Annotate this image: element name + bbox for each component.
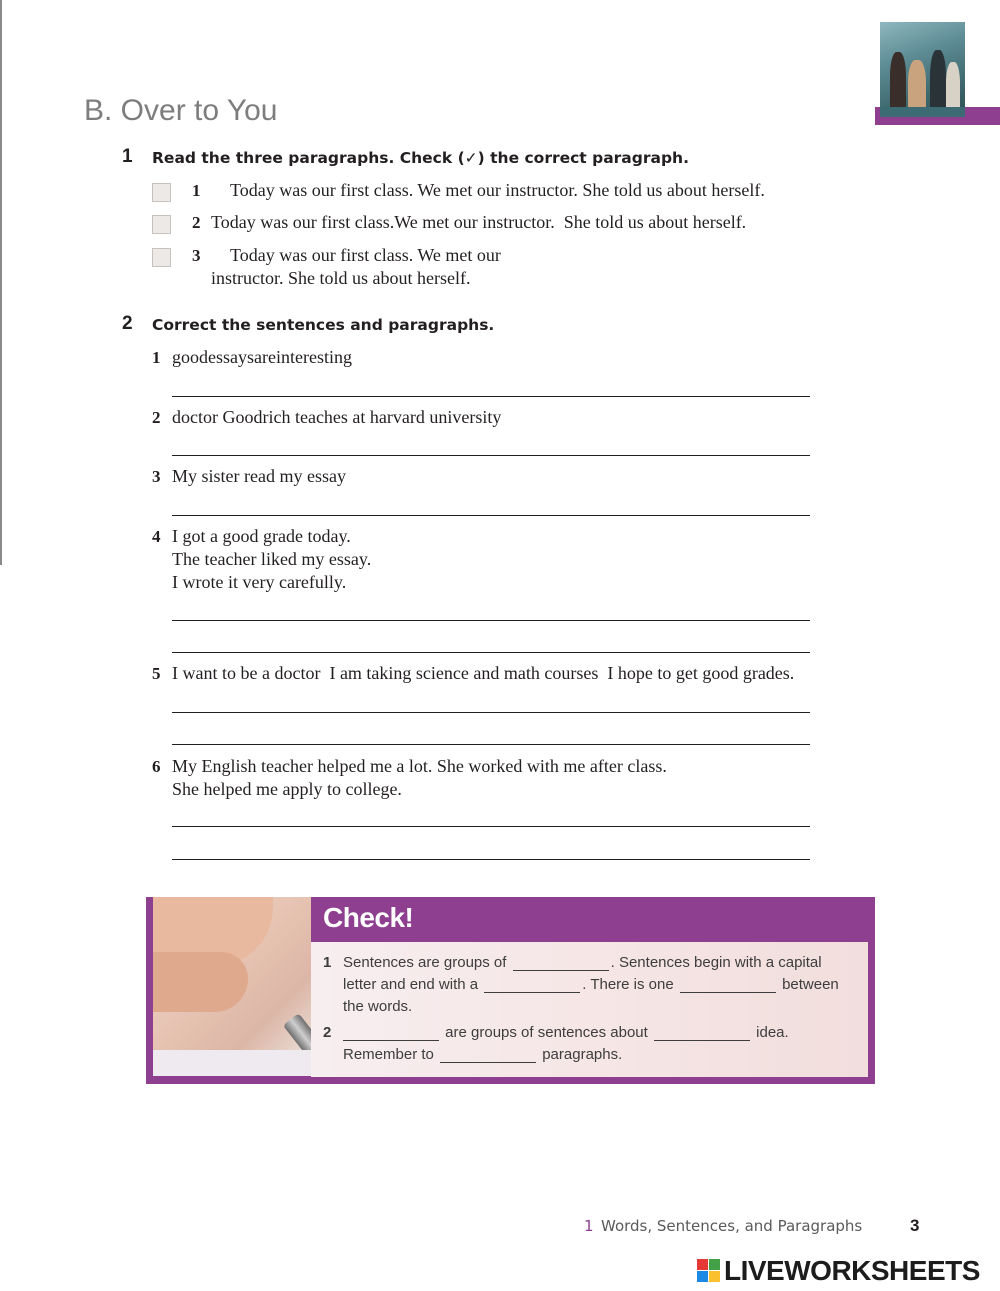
item-1-answer-line[interactable]	[172, 376, 810, 397]
option-2-checkbox[interactable]	[152, 215, 171, 234]
option-1-checkbox[interactable]	[152, 183, 171, 202]
item-text: I wrote it very carefully.	[172, 572, 347, 592]
item-number: 4	[152, 527, 161, 546]
check-item-number: 2	[323, 1024, 332, 1041]
check-2-blank-1[interactable]	[343, 1026, 439, 1041]
check-text: are groups of sentences about	[445, 1024, 648, 1041]
option-text: Today was our first class. We met our instructor. She told us about herself.	[230, 180, 765, 200]
liveworksheets-icon	[697, 1259, 721, 1283]
check-text: paragraphs.	[542, 1046, 623, 1063]
liveworksheets-wordmark: LIVEWORKSHEETS	[724, 1255, 980, 1286]
item-4-answer-line-2[interactable]	[172, 632, 810, 653]
item-number: 2	[152, 408, 161, 427]
option-row	[152, 181, 852, 205]
option-number: 3	[192, 246, 201, 265]
check-1-blank-3[interactable]	[680, 978, 776, 993]
left-margin-rule	[0, 0, 2, 565]
footer-chapter-title: Words, Sentences, and Paragraphs	[601, 1217, 863, 1235]
check-text: letter and end with a	[343, 976, 479, 993]
item-text: She helped me apply to college.	[172, 779, 402, 799]
item-number: 1	[152, 348, 161, 367]
check-text: between	[782, 976, 839, 993]
item-6-answer-line-1[interactable]	[172, 806, 810, 827]
item-6-answer-line-2[interactable]	[172, 839, 810, 860]
check-line	[343, 1044, 622, 1066]
item-2-answer-line[interactable]	[172, 435, 810, 456]
check-line	[343, 952, 822, 974]
item-text: The teacher liked my essay.	[172, 549, 372, 569]
option-row	[152, 246, 852, 294]
check-text: idea.	[756, 1024, 789, 1041]
exercise-1-number: 1	[122, 146, 133, 167]
option-3-checkbox[interactable]	[152, 248, 171, 267]
exercise-1-instruction: Read the three paragraphs. Check (✓) the correct paragraph.	[152, 149, 689, 167]
item-text: I want to be a doctor I am taking science and math courses I hope to get good grades.	[172, 663, 795, 683]
item-text: My sister read my essay	[172, 466, 346, 486]
check-1-blank-2[interactable]	[484, 978, 580, 993]
item-number: 6	[152, 757, 161, 776]
page-number: 3	[910, 1216, 920, 1235]
check-line	[343, 974, 839, 996]
item-number: 5	[152, 664, 161, 683]
check-line	[341, 1022, 789, 1044]
check-text: . Sentences begin with a capital	[610, 954, 822, 971]
option-text: instructor. She told us about herself.	[211, 268, 471, 288]
liveworksheets-logo[interactable]	[697, 1255, 997, 1287]
item-number: 3	[152, 467, 161, 486]
option-text: Today was our first class.We met our instructor. She told us about herself.	[211, 212, 747, 232]
item-text: doctor Goodrich teaches at harvard university	[172, 407, 502, 427]
header-photo-base	[880, 107, 965, 117]
item-4-answer-line-1[interactable]	[172, 600, 810, 621]
item-5-answer-line-2[interactable]	[172, 724, 810, 745]
writing-hand-photo	[153, 897, 311, 1076]
check-text: the words.	[343, 998, 413, 1015]
item-text: My English teacher helped me a lot. She worked with me after class.	[172, 756, 667, 776]
check-2-blank-3[interactable]	[440, 1048, 536, 1063]
option-number: 2	[192, 213, 201, 232]
check-text: Remember to	[343, 1046, 434, 1063]
check-1-blank-1[interactable]	[513, 956, 609, 971]
option-number: 1	[192, 181, 201, 200]
check-text: Sentences are groups of	[343, 954, 507, 971]
item-3-answer-line[interactable]	[172, 495, 810, 516]
footer-chapter-number: 1	[584, 1217, 594, 1235]
option-row	[152, 213, 852, 237]
item-text: goodessaysareinteresting	[172, 347, 352, 367]
section-title: B. Over to You	[84, 94, 278, 127]
exercise-2-instruction: Correct the sentences and paragraphs.	[152, 316, 495, 334]
check-item-number: 1	[323, 954, 332, 971]
item-text: I got a good grade today.	[172, 526, 351, 546]
check-text: . There is one	[582, 976, 674, 993]
check-title: Check!	[323, 902, 414, 933]
option-text: Today was our first class. We met our	[230, 245, 501, 265]
header-photo	[880, 22, 965, 117]
item-5-answer-line-1[interactable]	[172, 692, 810, 713]
exercise-2-number: 2	[122, 313, 133, 334]
check-2-blank-2[interactable]	[654, 1026, 750, 1041]
